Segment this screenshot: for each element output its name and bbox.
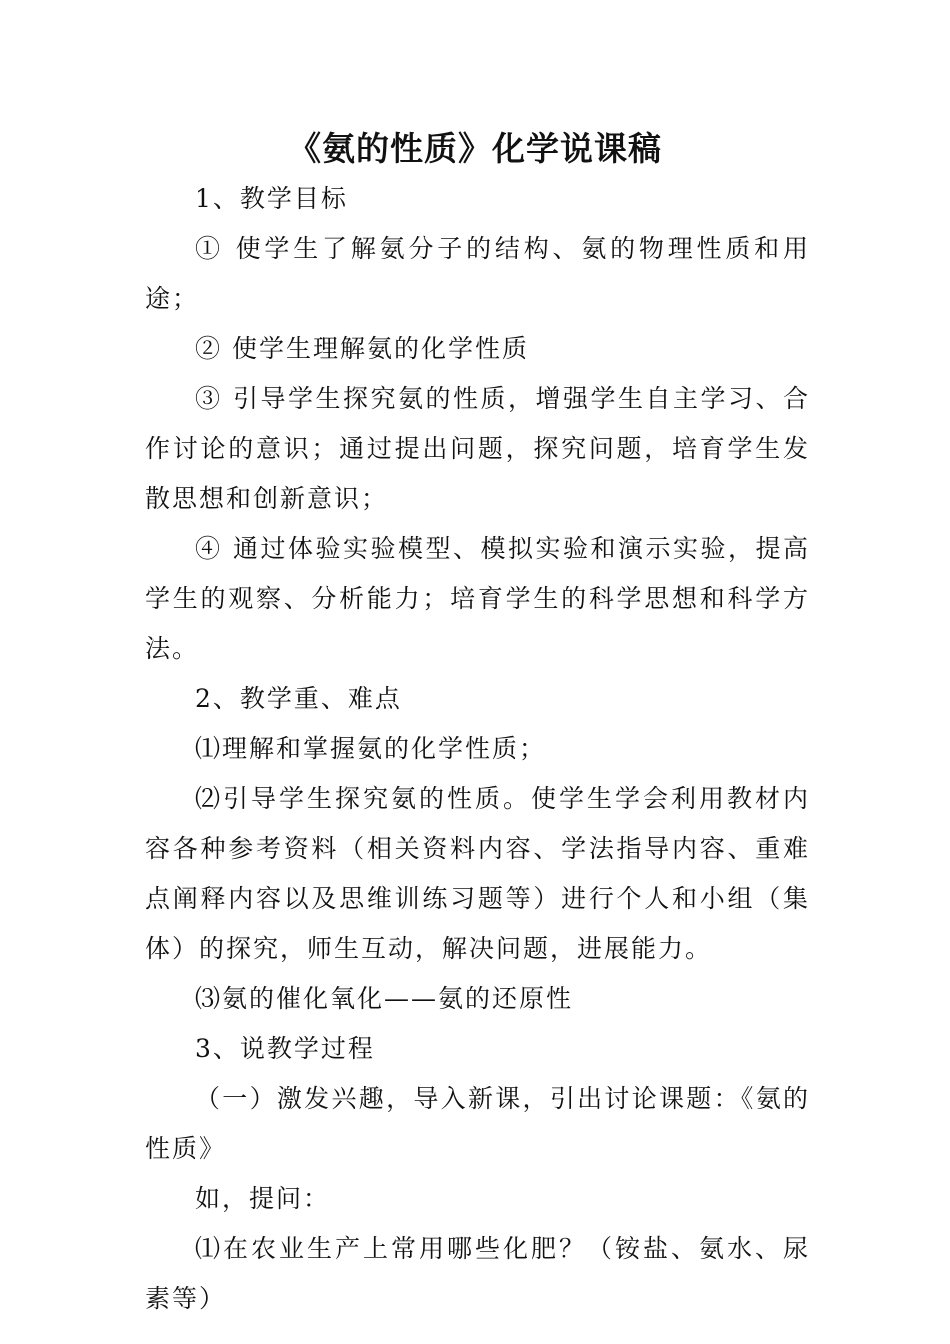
goal-item-1: ① 使学生了解氨分子的结构、氨的物理性质和用途； (145, 234, 810, 313)
goal-item-2: ② 使学生理解氨的化学性质 (195, 334, 529, 363)
key-point-2: ⑵引导学生探究氨的性质。使学生学会利用教材内容各种参考资料（相关资料内容、学法指导内容、重难点阐释内容以及思维训练习题等）进行个人和小组（集体）的探究，师生互动，解决问题，进展能力。 (145, 784, 810, 963)
question-item-1: ⑴在农业生产上常用哪些化肥？（铵盐、氨水、尿素等） (145, 1234, 810, 1313)
document-body (145, 174, 810, 1324)
key-point-3: ⑶氨的催化氧化——氨的还原性 (195, 984, 574, 1013)
goal-item-3: ③ 引导学生探究氨的性质，增强学生自主学习、合作讨论的意识；通过提出问题，探究问题，培育学生发散思想和创新意识； (145, 384, 810, 513)
process-step-1: （一）激发兴趣，导入新课，引出讨论课题：《氨的性质》 (145, 1084, 810, 1163)
section-heading-key-points: 2、教学重、难点 (195, 684, 402, 713)
question-intro: 如，提问： (195, 1184, 331, 1213)
goal-item-4: ④ 通过体验实验模型、模拟实验和演示实验，提高学生的观察、分析能力；培育学生的科学思想和科学方法。 (145, 534, 810, 663)
document-title: 《氨的性质》化学说课稿 (288, 129, 662, 168)
section-heading-teaching-process: 3、说教学过程 (195, 1034, 375, 1063)
section-heading-teaching-goals: 1、教学目标 (195, 184, 348, 213)
key-point-1: ⑴理解和掌握氨的化学性质； (195, 734, 547, 763)
